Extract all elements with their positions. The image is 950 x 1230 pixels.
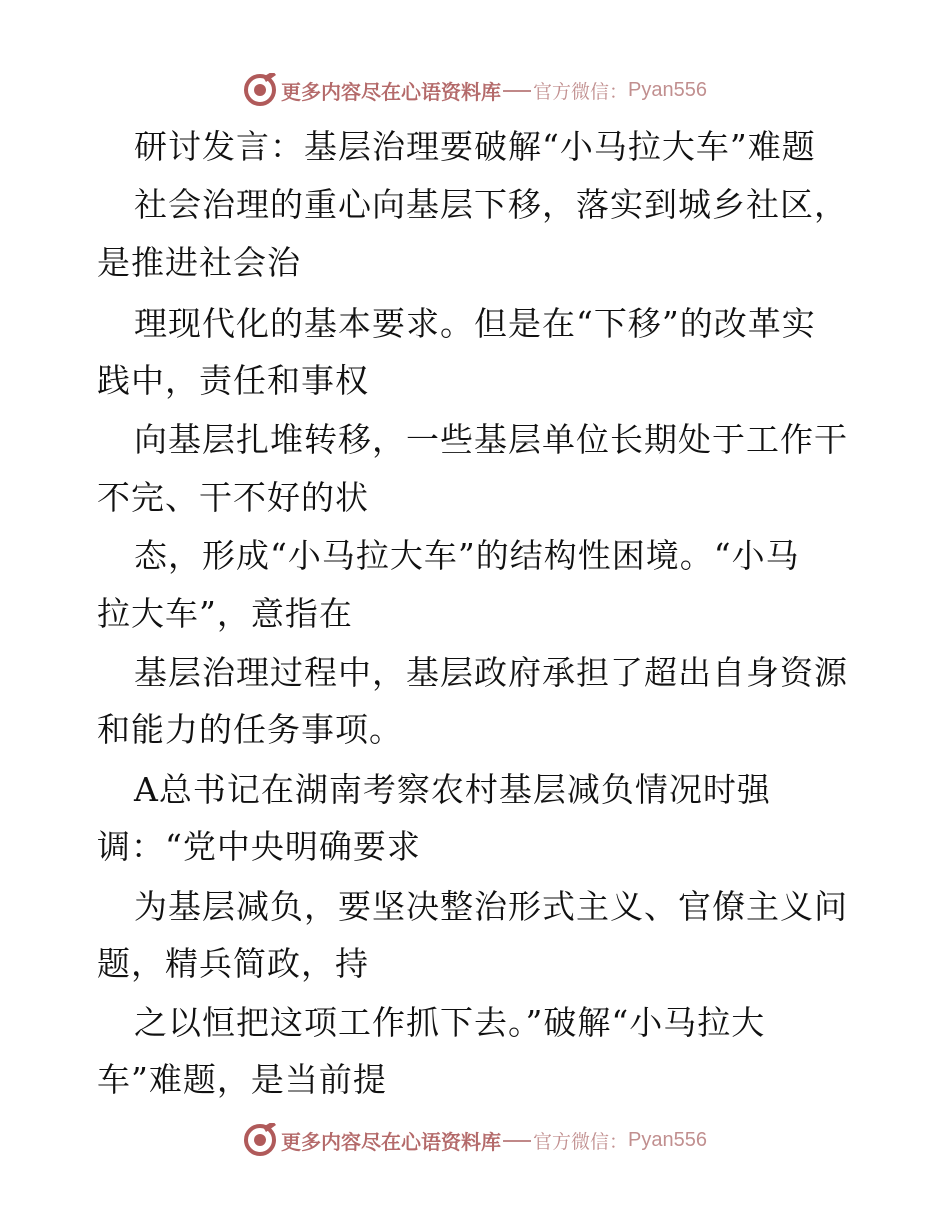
document-line: 向基层扎堆转移，一些基层单位长期处于工作干 xyxy=(134,420,848,459)
document-line: 车”难题，是当前提 xyxy=(97,1060,387,1099)
document-line: 和能力的任务事项。 xyxy=(97,710,403,749)
footer-watermark-sub: 官方微信： xyxy=(533,1130,629,1153)
document-line: 理现代化的基本要求。但是在“下移”的改革实 xyxy=(134,304,816,343)
document-line: 之以恒把这项工作抓下去。”破解“小马拉大 xyxy=(134,1003,766,1042)
document-line: A总书记在湖南考察农村基层减负情况时强 xyxy=(134,770,771,809)
header-watermark xyxy=(0,72,950,108)
document-line: 为基层减负，要坚决整治形式主义、官僚主义问 xyxy=(134,887,848,926)
document-line: 态，形成“小马拉大车”的结构性困境。“小马 xyxy=(134,536,800,575)
document-line: 基层治理过程中，基层政府承担了超出自身资源 xyxy=(134,653,848,692)
footer-watermark-main: 更多内容尽在心语资料库 xyxy=(281,1129,501,1154)
document-line: 调：“党中央明确要求 xyxy=(97,827,421,866)
footer-watermark-dash xyxy=(503,1140,531,1142)
document-line: 题，精兵简政，持 xyxy=(97,944,369,983)
footer-watermark-content xyxy=(243,1123,707,1157)
document-title: 研讨发言：基层治理要破解“小马拉大车”难题 xyxy=(134,127,816,166)
footer-watermark xyxy=(0,1122,950,1158)
header-watermark-dash xyxy=(503,90,531,92)
header-watermark-main: 更多内容尽在心语资料库 xyxy=(281,79,501,104)
document-line: 是推进社会治 xyxy=(97,243,301,282)
header-watermark-sub: 官方微信： xyxy=(533,80,629,103)
footer-watermark-id: Pyan556 xyxy=(628,1128,707,1151)
document-line: 社会治理的重心向基层下移，落实到城乡社区， xyxy=(134,185,848,224)
header-watermark-content xyxy=(243,73,707,107)
document-line: 拉大车”，意指在 xyxy=(97,594,353,633)
pen-logo-icon xyxy=(243,73,277,107)
document-line: 不完、干不好的状 xyxy=(97,478,369,517)
header-watermark-id: Pyan556 xyxy=(628,78,707,101)
pen-logo-icon xyxy=(243,1123,277,1157)
document-line: 践中，责任和事权 xyxy=(97,361,369,400)
